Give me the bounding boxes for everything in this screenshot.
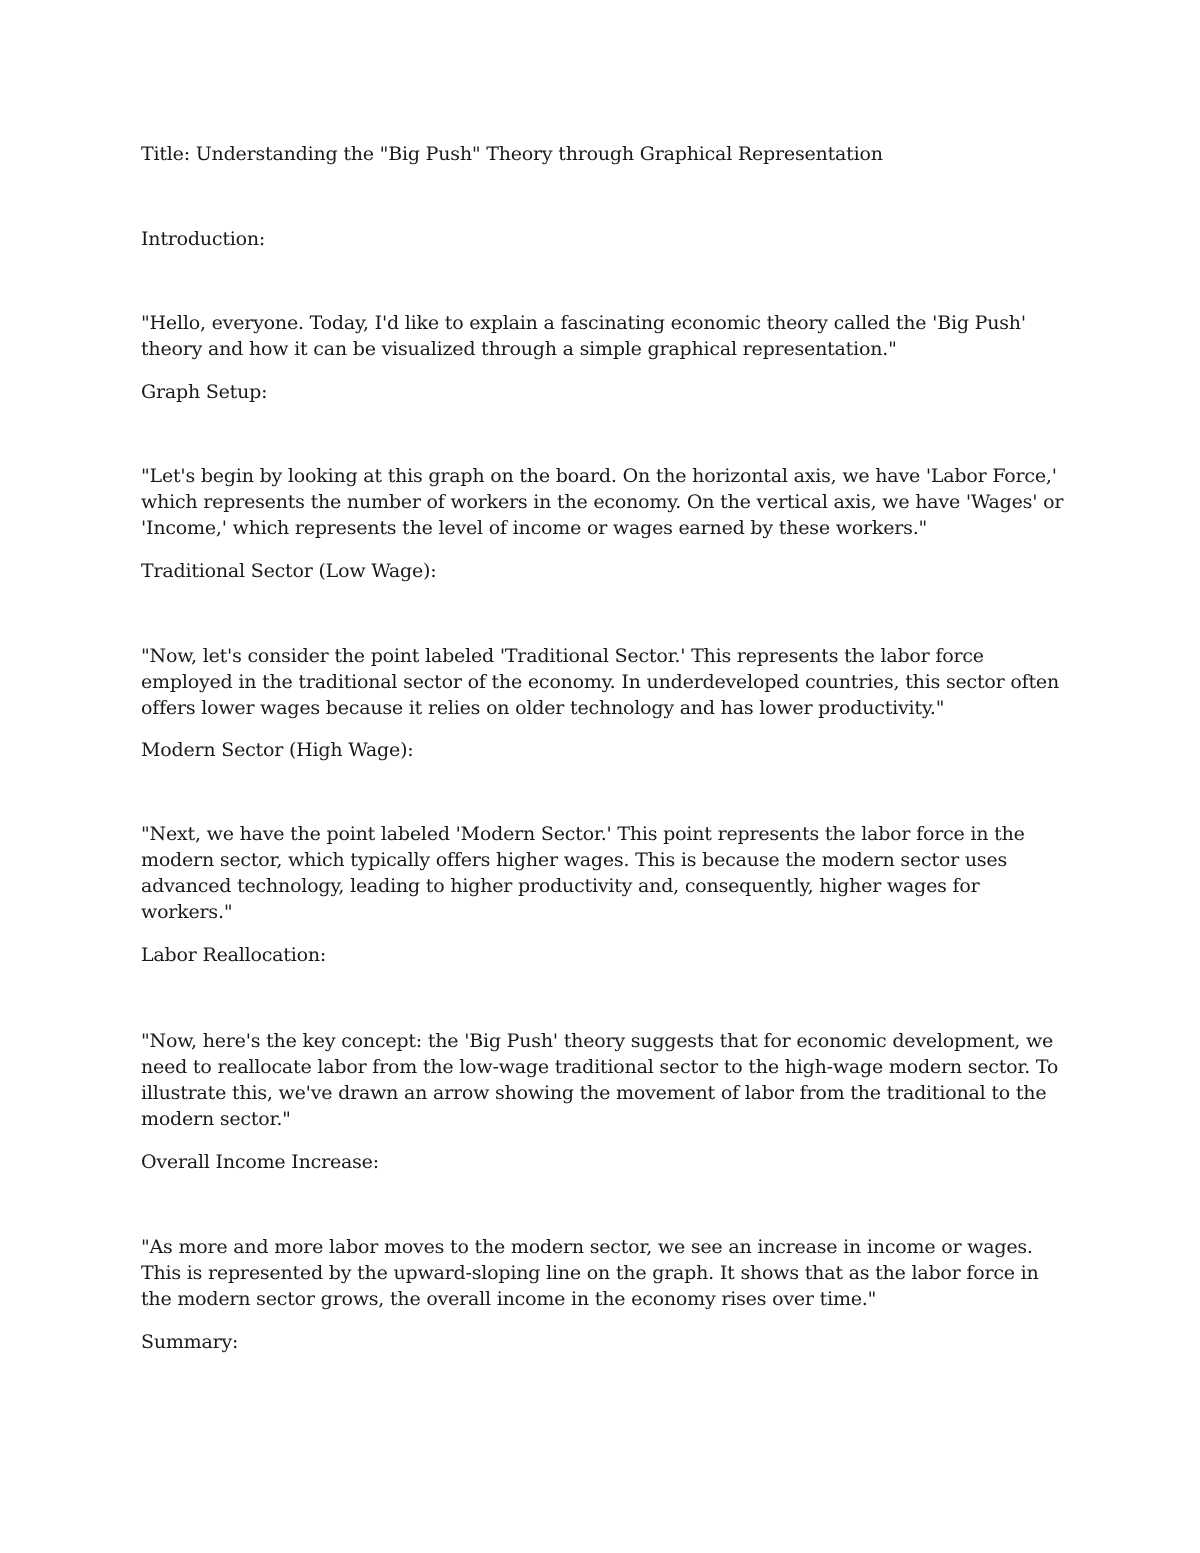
section-heading-labor-reallocation: Labor Reallocation:	[141, 944, 327, 966]
section-heading-summary: Summary:	[141, 1331, 239, 1353]
section-paragraph-introduction: "Hello, everyone. Today, I'd like to explain a fascinating economic theory called the 'Big Push' theory and how it can be visualized through a simple graphical representation."	[141, 312, 1026, 360]
section-heading-introduction: Introduction:	[141, 228, 266, 250]
section-heading-graph-setup: Graph Setup:	[141, 381, 268, 403]
section-paragraph-modern-sector: "Next, we have the point labeled 'Modern Sector.' This point represents the labor force in the modern sector, which typically offers higher wages. This is because the modern sector uses advanced technology, leading to higher productivity and, consequently, higher wages for workers."	[141, 823, 1025, 923]
section-heading-modern-sector: Modern Sector (High Wage):	[141, 739, 414, 761]
section-paragraph-graph-setup: "Let's begin by looking at this graph on the board. On the horizontal axis, we have 'Labor Force,' which represents the number of workers in the economy. On the vertical axis, we have 'Wages' or 'Income,' which represents the level of income or wages earned by these workers."	[141, 465, 1064, 539]
section-paragraph-labor-reallocation: "Now, here's the key concept: the 'Big Push' theory suggests that for economic development, we need to reallocate labor from the low-wage traditional sector to the high-wage modern sector. To illustrate this, we've drawn an arrow showing the movement of labor from the traditional to the modern sector."	[141, 1030, 1059, 1130]
section-paragraph-traditional-sector: "Now, let's consider the point labeled 'Traditional Sector.' This represents the labor force employed in the traditional sector of the economy. In underdeveloped countries, this sector often offers lower wages because it relies on older technology and has lower productivity."	[141, 645, 1059, 719]
section-heading-overall-income-increase: Overall Income Increase:	[141, 1151, 379, 1173]
section-heading-traditional-sector: Traditional Sector (Low Wage):	[141, 560, 437, 582]
document-title: Title: Understanding the "Big Push" Theory through Graphical Representation	[141, 143, 883, 165]
section-paragraph-overall-income-increase: "As more and more labor moves to the modern sector, we see an increase in income or wages. This is represented by the upward-sloping line on the graph. It shows that as the labor force in the modern sector grows, the overall income in the economy rises over time."	[141, 1236, 1039, 1310]
